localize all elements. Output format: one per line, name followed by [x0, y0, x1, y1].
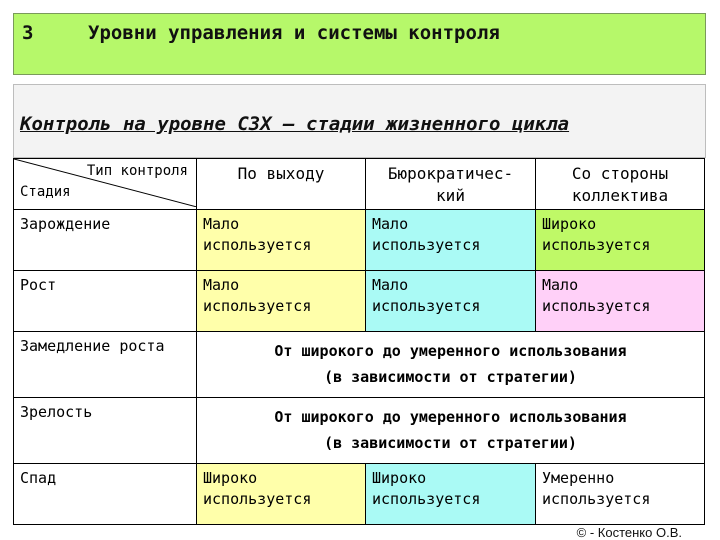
table-row: [14, 398, 705, 464]
table-row: [14, 332, 705, 398]
column-header: По выходу: [197, 159, 366, 210]
table-row: [14, 464, 705, 525]
control-table: [13, 158, 705, 525]
slide-subtitle: Контроль на уровне СЗХ – стадии жизненного цикла: [20, 113, 570, 135]
slide-title: Уровни управления и системы контроля: [88, 22, 500, 44]
value-cell: Мало используется: [366, 271, 536, 332]
stage-cell: Рост: [14, 271, 197, 332]
stage-cell: Зрелость: [14, 398, 197, 464]
stage-label: Стадия: [20, 184, 71, 200]
column-header: Бюрократичес- кий: [366, 159, 536, 210]
column-header: Со стороны коллектива: [536, 159, 705, 210]
merged-value-cell: От широкого до умеренного использования (в зависимости от стратегии): [197, 332, 705, 398]
table-row: [14, 271, 705, 332]
stage-cell: Спад: [14, 464, 197, 525]
control-type-label: Тип контроля: [86, 163, 188, 179]
stage-cell: Замедление роста: [14, 332, 197, 398]
copyright-notice: © - Костенко О.В.: [576, 525, 682, 540]
table-row: [14, 210, 705, 271]
value-cell: Широко используется: [536, 210, 705, 271]
slide-number: 3: [22, 22, 34, 44]
value-cell: Умеренно используется: [536, 464, 705, 525]
value-cell: Мало используется: [197, 210, 366, 271]
corner-header-cell: [14, 159, 197, 210]
value-cell: Мало используется: [366, 210, 536, 271]
value-cell: Мало используется: [197, 271, 366, 332]
merged-value-cell: От широкого до умеренного использования (в зависимости от стратегии): [197, 398, 705, 464]
value-cell: Мало используется: [536, 271, 705, 332]
table-header-row: [14, 159, 705, 210]
value-cell: Широко используется: [366, 464, 536, 525]
stage-cell: Зарождение: [14, 210, 197, 271]
value-cell: Широко используется: [197, 464, 366, 525]
